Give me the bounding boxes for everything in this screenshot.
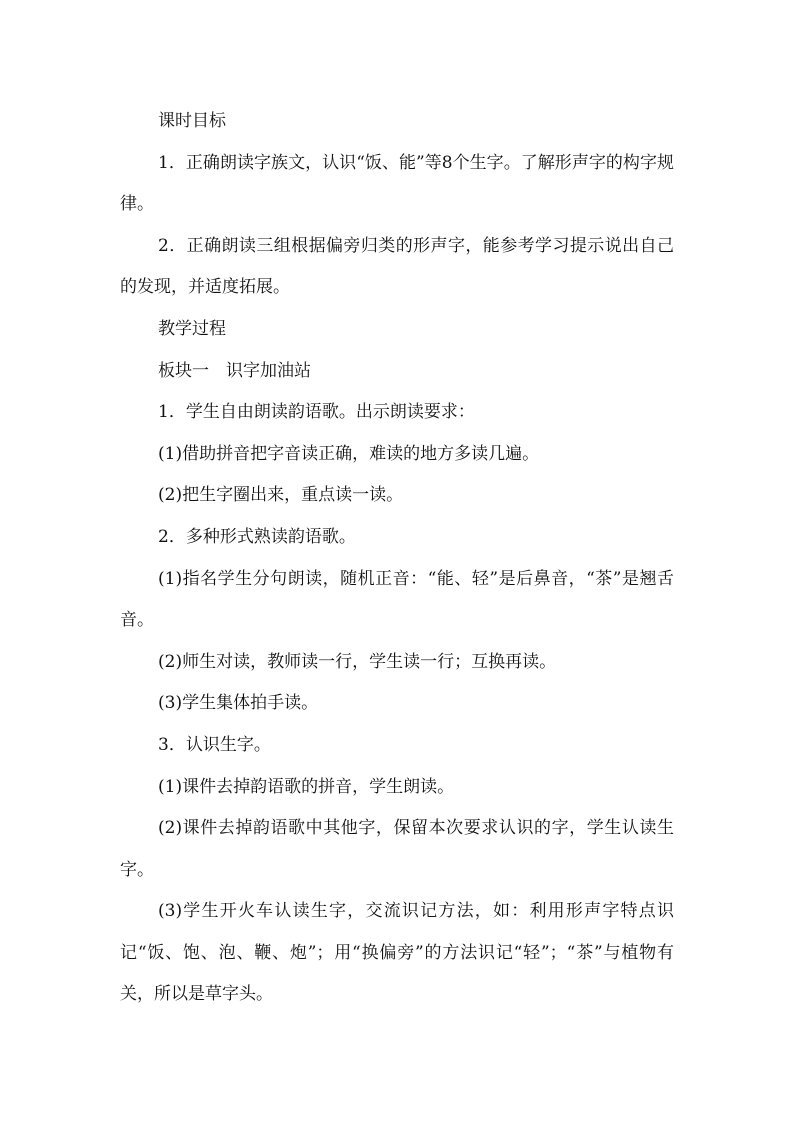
step-1: 1．学生自由朗读韵语歌。出示朗读要求： [158, 402, 475, 423]
step-2: 2．多种形式熟读韵语歌。 [158, 526, 356, 547]
section-heading-process: 教学过程 [158, 318, 226, 339]
step-1-sub-1: (1)借助拼音把字音读正确，难读的地方多读几遍。 [158, 443, 540, 464]
step-3: 3．认识生字。 [158, 734, 271, 755]
step-2-sub-2: (2)师生对读，教师读一行，学生读一行；互换再读。 [158, 651, 557, 672]
objective-item-2: 2．正确朗读三组根据偏旁归类的形声字，能参考学习提示说出自己的发现，并适度拓展。 [120, 235, 674, 298]
step-3-sub-2: (2)课件去掉韵语歌中其他字，保留本次要求认识的字，学生认读生字。 [120, 818, 674, 880]
step-2-sub-1: (1)指名学生分句朗读，随机正音：“能、轻”是后鼻音，“茶”是翘舌音。 [120, 568, 674, 631]
objective-item-1: 1．正确朗读字族文，认识“饭、能”等8个生字。了解形声字的构字规律。 [120, 152, 674, 215]
step-3-sub-1: (1)课件去掉韵语歌的拼音，学生朗读。 [158, 776, 455, 797]
block-heading-1: 板块一 识字加油站 [158, 360, 311, 381]
step-3-sub-3: (3)学生开火车认读生字，交流识记方法，如：利用形声字特点识记“饭、饱、泡、鞭、炮”；用“换偏旁”的方法识记“轻”；“茶”与植物有关，所以是草字头。 [120, 901, 674, 1005]
step-2-sub-3: (3)学生集体拍手读。 [158, 693, 319, 714]
section-heading-objectives: 课时目标 [158, 111, 226, 131]
step-1-sub-2: (2)把生字圈出来，重点读一读。 [158, 485, 404, 506]
